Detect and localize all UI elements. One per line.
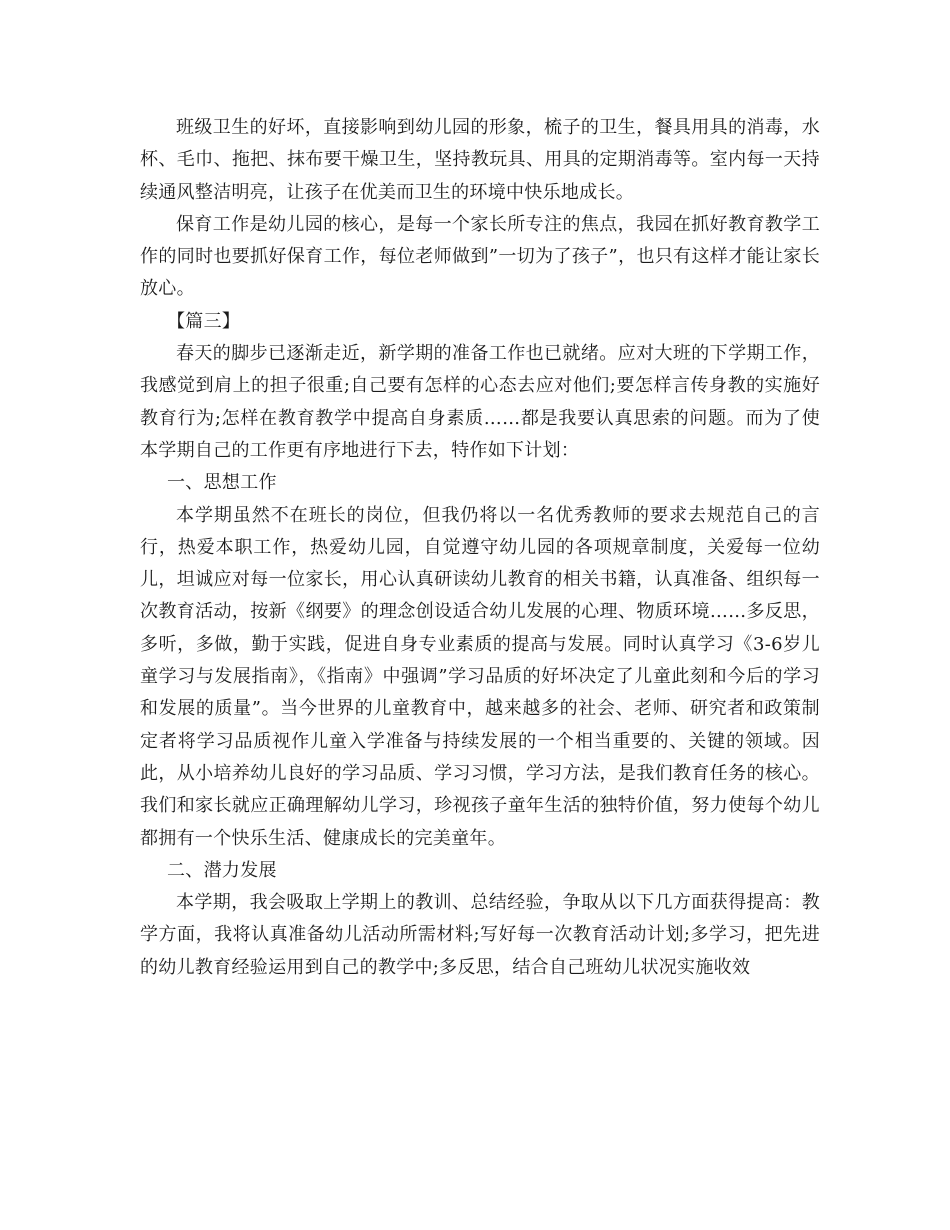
- paragraph-ideology: 本学期虽然不在班长的岗位，但我仍将以一名优秀教师的要求去规范自己的言行，热爱本职工作，热爱幼儿园，自觉遵守幼儿园的各项规章制度，关爱每一位幼儿，坦诚应对每一位家长，用心认真研读幼儿教育的相关书籍，认真准备、组织每一次教育活动，按新《纲要》的理念创设适合幼儿发展的心理、物质环境……多反思，多听，多做，勤于实践，促进自身专业素质的提高与发展。同时认真学习《3-6岁儿童学习与发展指南》，《指南》中强调”学习品质的好坏决定了儿童此刻和今后的学习和发展的质量”。当今世界的儿童教育中，越来越多的社会、老师、研究者和政策制定者将学习品质视作儿童入学准备与持续发展的一个相当重要的、关键的领域。因此，从小培养幼儿良好的学习品质、学习习惯，学习方法，是我们教育任务的核心。我们和家长就应正确理解幼儿学习，珍视孩子童年生活的独特价值，努力使每个幼儿都拥有一个快乐生活、健康成长的完美童年。: [140, 504, 820, 849]
- paragraph-potential: 本学期，我会吸取上学期上的教训、总结经验，争取从以下几方面获得提高：教学方面，我将认真准备幼儿活动所需材料;写好每一次教育活动计划;多学习，把先进的幼儿教育经验运用到自己的教学中;多反思，结合自己班幼儿状况实施收效: [140, 892, 820, 978]
- paragraph-childcare: 保育工作是幼儿园的核心，是每一个家长所专注的焦点，我园在抓好教育教学工作的同时也要抓好保育工作，每位老师做到”一切为了孩子”，也只有这样才能让家长放心。: [140, 213, 820, 300]
- document-body: [140, 112, 820, 984]
- section-heading-part-three: 【篇三】: [167, 310, 241, 332]
- paragraph-hygiene: 班级卫生的好坏，直接影响到幼儿园的形象，梳子的卫生，餐具用具的消毒，水杯、毛巾、拖把、抹布要干燥卫生，坚持教玩具、用具的定期消毒等。室内每一天持续通风整洁明亮，让孩子在优美而卫生的环境中快乐地成长。: [140, 117, 820, 203]
- section-heading-potential: 二、潜力发展: [167, 859, 277, 881]
- section-heading-ideology: 一、思想工作: [167, 472, 277, 494]
- paragraph-spring-intro: 春天的脚步已逐渐走近，新学期的准备工作也已就绪。应对大班的下学期工作，我感觉到肩上的担子很重;自己要有怎样的心态去应对他们;要怎样言传身教的实施好教育行为;怎样在教育教学中提高自身素质……都是我要认真思索的问题。而为了使本学期自己的工作更有序地进行下去，特作如下计划：: [140, 343, 820, 461]
